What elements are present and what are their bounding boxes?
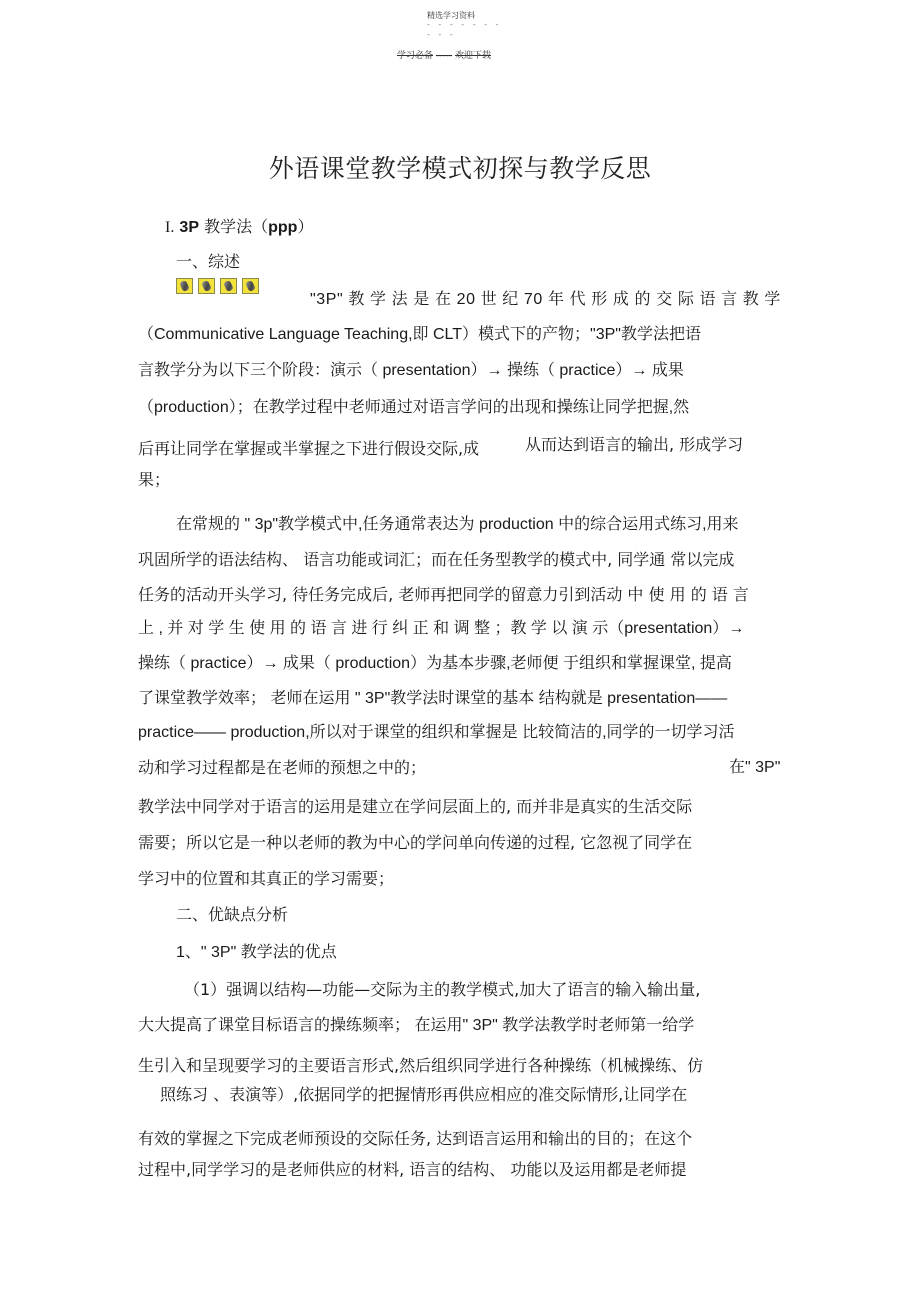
overview-line: （production）；在教学过程中老师通过对语言学问的出现和操练让同学把握,然 <box>138 399 690 416</box>
advantage-line: 大大提高了课堂目标语言的操练频率； 在运用" 3P" 教学法教学时老师第一给学 <box>138 1017 695 1034</box>
subheading-overview: 一、综述 <box>176 252 241 271</box>
page-header-line <box>397 48 491 61</box>
advantage-line: （1）强调以结构—功能—交际为主的教学模式,加大了语言的输入输出量, <box>184 980 701 999</box>
image-placeholder-row <box>176 278 259 294</box>
section-heading-close: ） <box>297 217 314 236</box>
overview-line: 果； <box>138 470 171 489</box>
overview-line: （Communicative Language Teaching,即 CLT）模式下的产物；"3P"教学法把语 <box>138 326 701 343</box>
overview-line: 言教学分为以下三个阶段：演示（ presentation）→ 操练（ practice）→ 成果 <box>138 362 684 379</box>
header-left-text: 学习必备 <box>397 51 434 61</box>
section-number: I. <box>165 219 175 236</box>
paragraph-line: 教学法中同学对于语言的运用是建立在学问层面上的, 而并非是真实的生活交际 <box>138 797 693 816</box>
dashes-row-2: - - - <box>427 30 456 39</box>
overview-line: 后再让同学在掌握或半掌握之下进行假设交际,成 <box>138 439 480 458</box>
overview-line: "3P" 教 学 法 是 在 20 世 纪 70 年 代 形 成 的 交 际 语 言 教 学 <box>310 291 782 308</box>
section-heading-bold-3p: 3P <box>179 219 199 236</box>
paragraph-line: 巩固所学的语法结构、 语言功能或词汇；而在任务型教学的模式中, 同学通 常以完成 <box>138 550 735 569</box>
paragraph-line: 在常规的 " 3p"教学模式中,任务通常表达为 production 中的综合运用式练习,用来 <box>176 516 739 533</box>
paragraph-line: 需要；所以它是一种以老师的教为中心的学问单向传递的过程, 它忽视了同学在 <box>138 833 693 852</box>
document-title: 外语课堂教学模式初探与教学反思 <box>268 153 652 183</box>
overview-line: 从而达到语言的输出, 形成学习 <box>525 435 744 454</box>
paragraph-line: practice—— production,所以对于课堂的组织和掌握是 比较简洁的,同学的一切学习活 <box>138 724 735 741</box>
advantage-line: 有效的掌握之下完成老师预设的交际任务, 达到语言运用和输出的目的；在这个 <box>138 1129 693 1148</box>
advantage-line: 生引入和呈现要学习的主要语言形式,然后组织同学进行各种操练（机械操练、仿 <box>138 1056 704 1075</box>
page-header-dashes <box>427 20 501 40</box>
paragraph-line: 任务的活动开头学习, 待任务完成后, 老师再把同学的留意力引到活动 中 使 用 的 语 言 <box>138 585 749 604</box>
subheading-analysis: 二、优缺点分析 <box>176 905 289 924</box>
section-heading-text: 教学法（ <box>204 217 269 236</box>
image-placeholder-icon <box>198 278 215 294</box>
sub-item-advantages: 1、" 3P" 教学法的优点 <box>176 944 337 961</box>
image-placeholder-icon <box>220 278 237 294</box>
section-heading-bold-ppp: ppp <box>268 219 298 236</box>
page-header-label: 精选学习资料 <box>427 11 475 20</box>
advantage-line: 照练习 、表演等）,依据同学的把握情形再供应相应的准交际情形,让同学在 <box>160 1085 688 1104</box>
paragraph-line: 动和学习过程都是在老师的预想之中的； <box>138 758 427 777</box>
paragraph-line: 学习中的位置和其真正的学习需要； <box>138 869 395 888</box>
image-placeholder-icon <box>242 278 259 294</box>
section-heading <box>165 217 313 238</box>
header-separator: ----- <box>435 51 453 61</box>
paragraph-line: 操练（ practice）→ 成果（ production）为基本步骤,老师便 于组织和掌握课堂, 提高 <box>138 655 732 672</box>
image-placeholder-icon <box>176 278 193 294</box>
header-right-text: 欢迎下载 <box>455 51 492 61</box>
paragraph-line: 在" 3P" <box>729 759 781 776</box>
paragraph-line: 了课堂教学效率； 老师在运用 " 3P"教学法时课堂的基本 结构就是 presentation—— <box>138 690 728 707</box>
paragraph-line: 上 , 并 对 学 生 使 用 的 语 言 进 行 纠 正 和 调 整 ；教 学 以 演 示（presentation）→ <box>138 620 745 637</box>
advantage-line: 过程中,同学学习的是老师供应的材料, 语言的结构、 功能以及运用都是老师提 <box>138 1160 687 1179</box>
dashes-row-1: - - - - - - - <box>427 20 502 29</box>
